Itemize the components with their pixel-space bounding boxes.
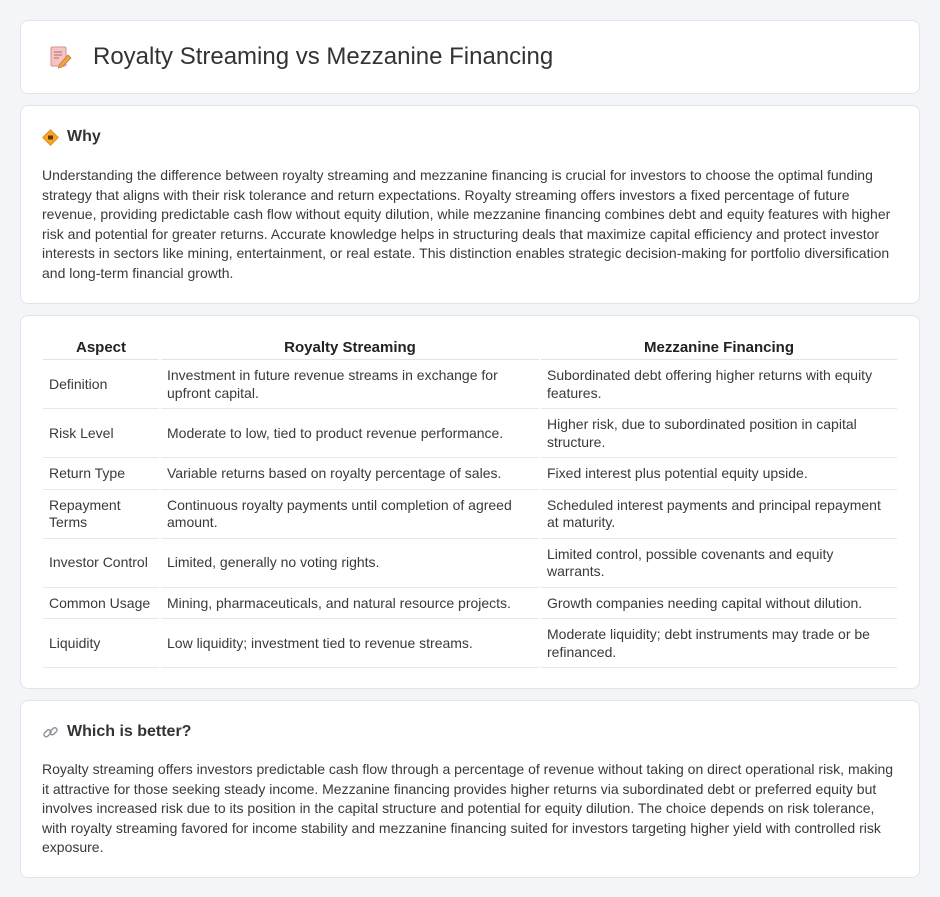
aspect-cell: Risk Level xyxy=(43,409,159,458)
table-row xyxy=(43,360,897,409)
table-header-row xyxy=(43,336,897,360)
mezzanine-cell: Limited control, possible covenants and equity warrants. xyxy=(541,539,897,588)
mezzanine-cell: Scheduled interest payments and principal repayment at maturity. xyxy=(541,490,897,539)
link-icon xyxy=(42,724,59,741)
column-header-mezzanine: Mezzanine Financing xyxy=(541,336,897,360)
table-row xyxy=(43,588,897,620)
table-row xyxy=(43,490,897,539)
aspect-cell: Common Usage xyxy=(43,588,159,620)
mezzanine-cell: Fixed interest plus potential equity upside. xyxy=(541,458,897,490)
aspect-cell: Return Type xyxy=(43,458,159,490)
better-heading-label: Which is better? xyxy=(67,723,192,740)
aspect-cell: Definition xyxy=(43,360,159,409)
mezzanine-cell: Subordinated debt offering higher returns with equity features. xyxy=(541,360,897,409)
mezzanine-cell: Moderate liquidity; debt instruments may trade or be refinanced. xyxy=(541,619,897,668)
better-heading xyxy=(42,723,898,741)
aspect-cell: Repayment Terms xyxy=(43,490,159,539)
royalty-cell: Variable returns based on royalty percentage of sales. xyxy=(161,458,539,490)
royalty-cell: Moderate to low, tied to product revenue performance. xyxy=(161,409,539,458)
mezzanine-cell: Growth companies needing capital without dilution. xyxy=(541,588,897,620)
why-section xyxy=(20,105,920,304)
royalty-cell: Continuous royalty payments until completion of agreed amount. xyxy=(161,490,539,539)
header-card xyxy=(20,20,920,94)
column-header-aspect: Aspect xyxy=(43,336,159,360)
table-row xyxy=(43,539,897,588)
aspect-cell: Liquidity xyxy=(43,619,159,668)
why-paragraph: Understanding the difference between royalty streaming and mezzanine financing is crucial for investors to choose the optimal funding strategy that aligns with their risk tolerance and return expectations. Royalty streaming offers investors a fixed percentage of future revenue, providing predictable cash flow without equity dilution, while mezzanine financing combines debt and equity features with higher risk and potential for greater returns. Accurate knowledge helps in structuring deals that maximize capital efficiency and protect investor interests in sectors like mining, entertainment, or real estate. This distinction enables strategic decision-making for portfolio diversification and long-term financial growth. xyxy=(42,167,891,281)
table-row xyxy=(43,409,897,458)
royalty-cell: Investment in future revenue streams in exchange for upfront capital. xyxy=(161,360,539,409)
diamond-sign-icon xyxy=(42,129,59,146)
royalty-cell: Mining, pharmaceuticals, and natural resource projects. xyxy=(161,588,539,620)
table-row xyxy=(43,619,897,668)
comparison-section xyxy=(20,315,920,689)
royalty-cell: Limited, generally no voting rights. xyxy=(161,539,539,588)
table-row xyxy=(43,458,897,490)
royalty-cell: Low liquidity; investment tied to revenue streams. xyxy=(161,619,539,668)
column-header-royalty: Royalty Streaming xyxy=(161,336,539,360)
document-pencil-icon xyxy=(47,44,73,70)
which-is-better-section xyxy=(20,700,920,878)
why-heading xyxy=(42,128,898,146)
mezzanine-cell: Higher risk, due to subordinated position in capital structure. xyxy=(541,409,897,458)
why-heading-label: Why xyxy=(67,128,101,145)
comparison-table xyxy=(41,336,899,668)
aspect-cell: Investor Control xyxy=(43,539,159,588)
page-title: Royalty Streaming vs Mezzanine Financing xyxy=(93,43,554,70)
better-paragraph: Royalty streaming offers investors predictable cash flow through a percentage of revenue without taking on direct operational risk, making it attractive for those seeking steady income. Mezzanine financing provides higher returns via subordinated debt or preferred equity but involves increased risk due to its position in the capital structure and potential for equity dilution. The choice depends on risk tolerance, with royalty streaming favored for income stability and mezzanine financing suited for investors targeting higher yield with controlled risk exposure. xyxy=(42,761,894,855)
